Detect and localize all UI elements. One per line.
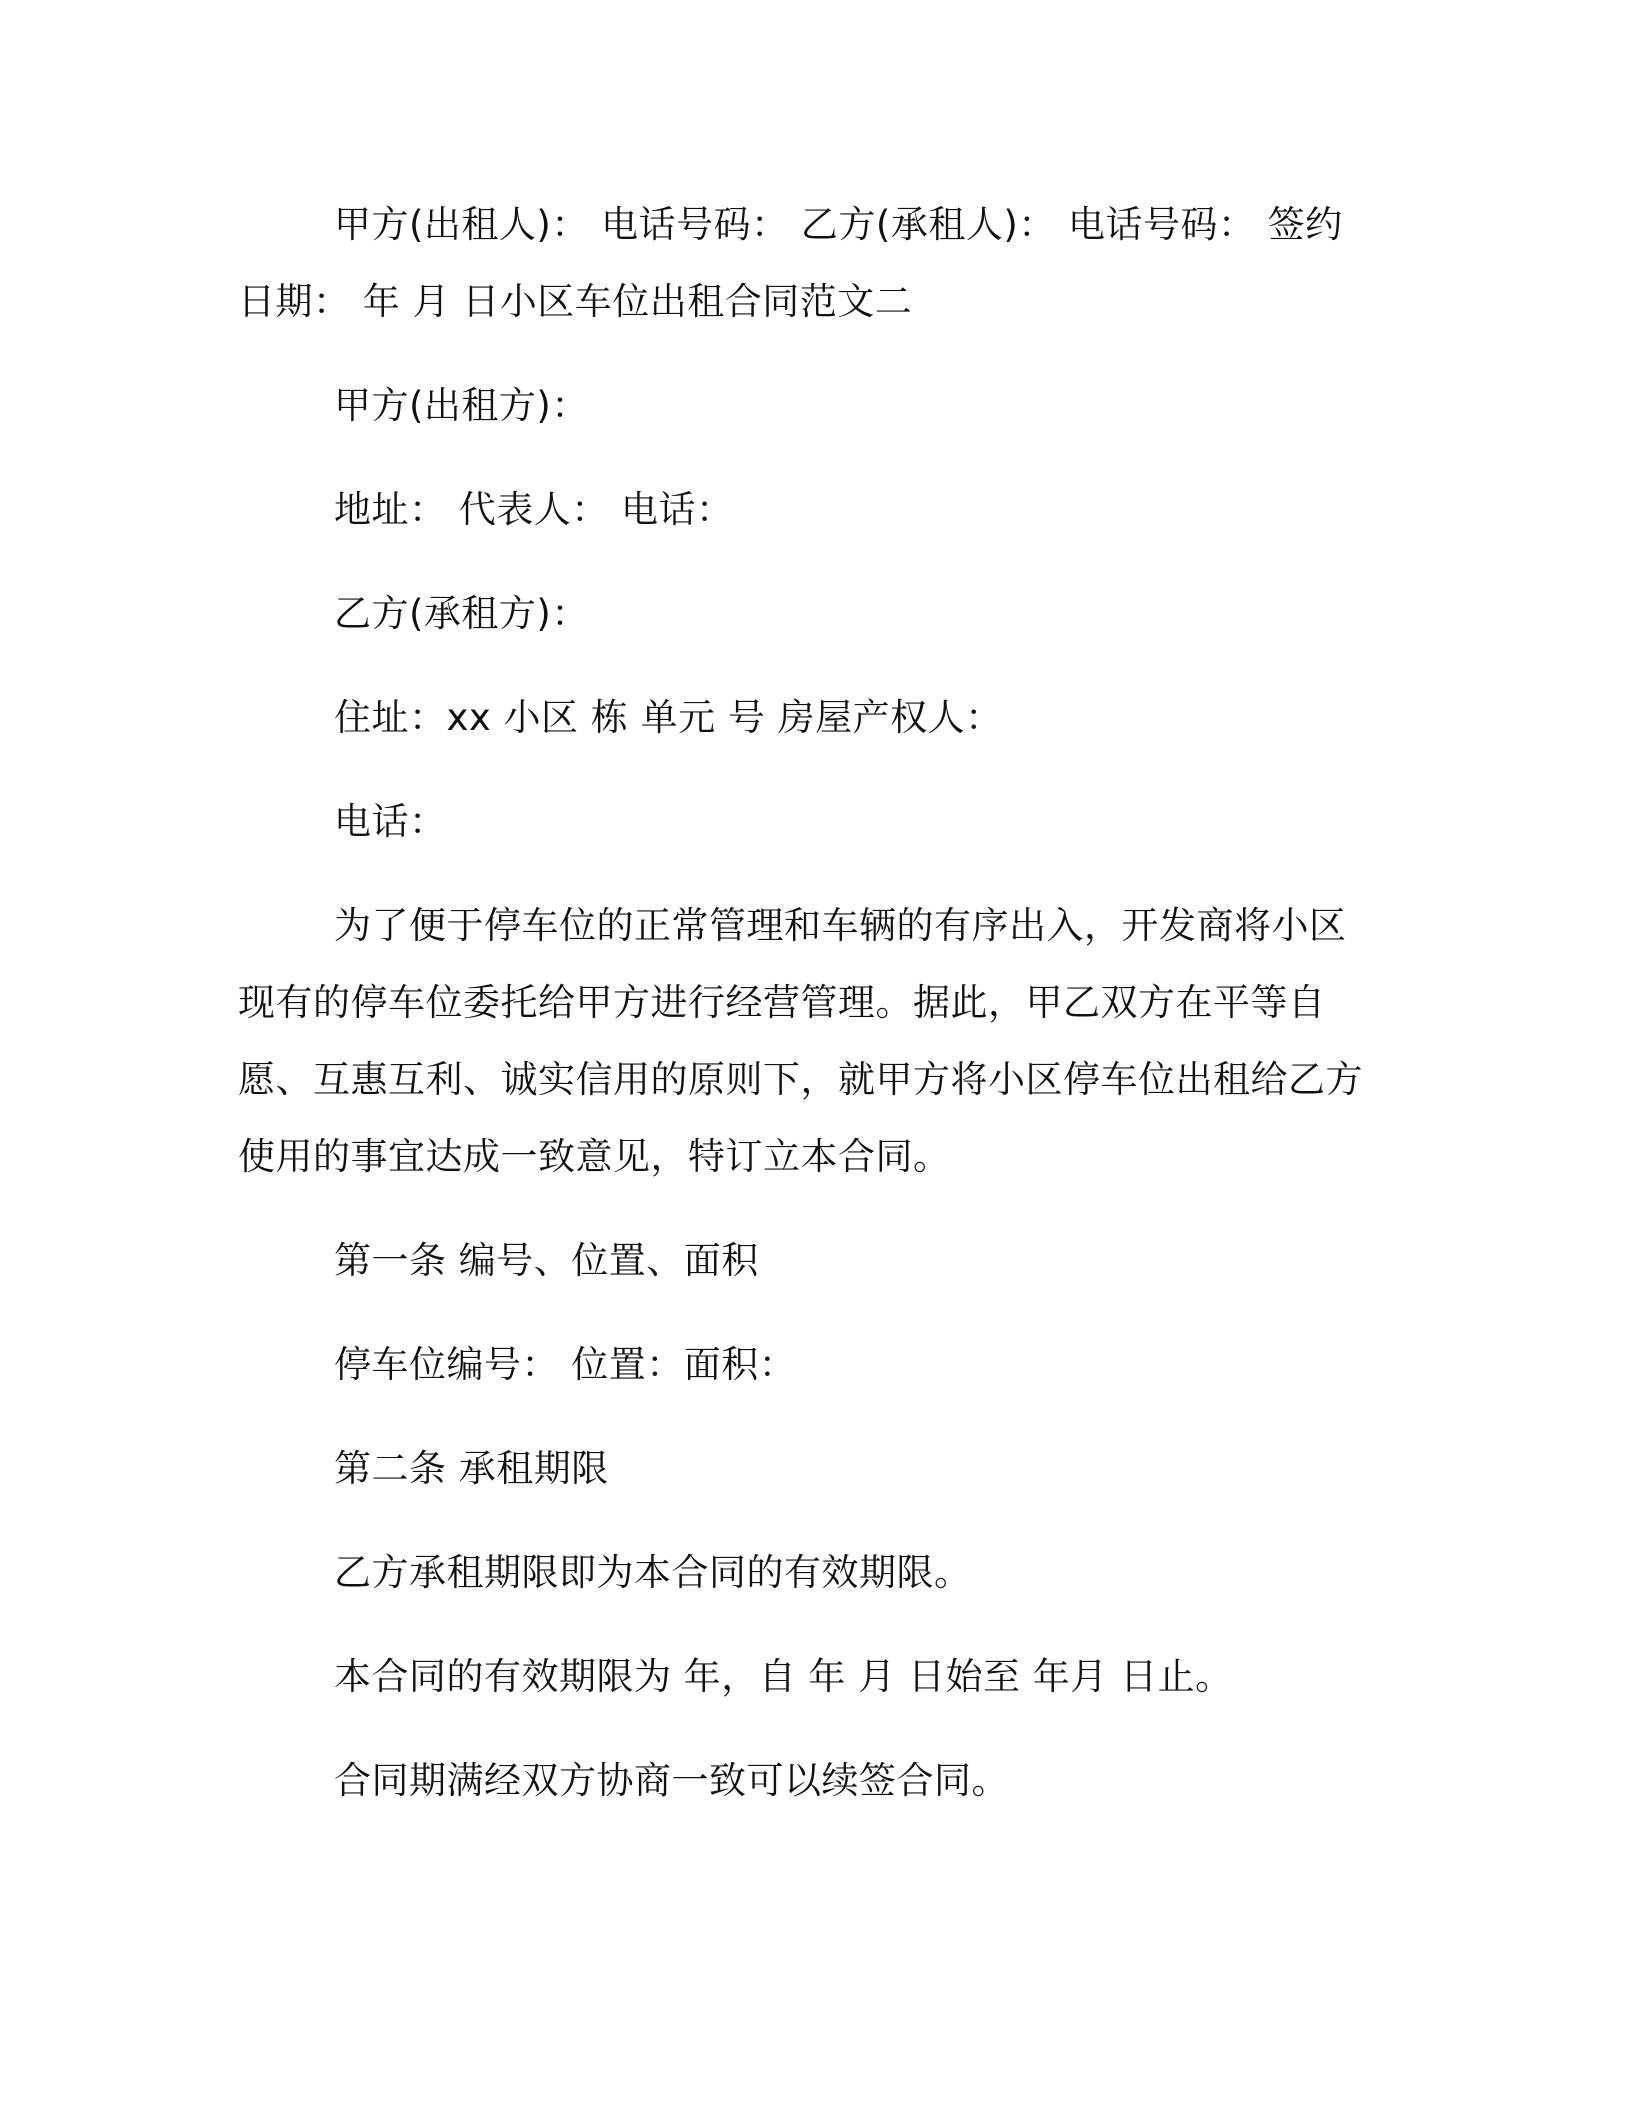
renewal-line: 合同期满经双方协商一致可以续签合同。: [334, 1759, 1009, 1802]
party-a-line: 甲方(出租方)：: [334, 384, 589, 427]
phone-line: 电话：: [334, 800, 447, 843]
residence-line: 住址：xx 小区 栋 单元 号 房屋产权人：: [334, 696, 1003, 739]
lease-term-line: 乙方承租期限即为本合同的有效期限。: [334, 1551, 972, 1594]
address-representative-line: 地址： 代表人： 电话：: [334, 488, 734, 531]
party-b-line: 乙方(承租方)：: [334, 592, 589, 635]
parking-space-details-line: 停车位编号： 位置：面积：: [334, 1343, 797, 1386]
article-two-heading: 第二条 承租期限: [334, 1447, 609, 1490]
article-one-heading: 第一条 编号、位置、面积: [334, 1239, 759, 1282]
validity-period-line: 本合同的有效期限为 年，自 年 月 日始至 年月 日止。: [334, 1655, 1233, 1698]
preamble-paragraph: 为了便于停车位的正常管理和车辆的有序出入，开发商将小区现有的停车位委托给甲方进行经营管理。据此，甲乙双方在平等自愿、互惠互利、诚实信用的原则下，就甲方将小区停车位出租给乙方使用的事宜达成一致意见，特订立本合同。: [238, 904, 1363, 1178]
party-a-b-signing-paragraph: 甲方(出租人)： 电话号码： 乙方(承租人)： 电话号码： 签约日期： 年 月 日小区车位出租合同范文二: [238, 203, 1343, 323]
document-body: [238, 186, 1380, 1819]
